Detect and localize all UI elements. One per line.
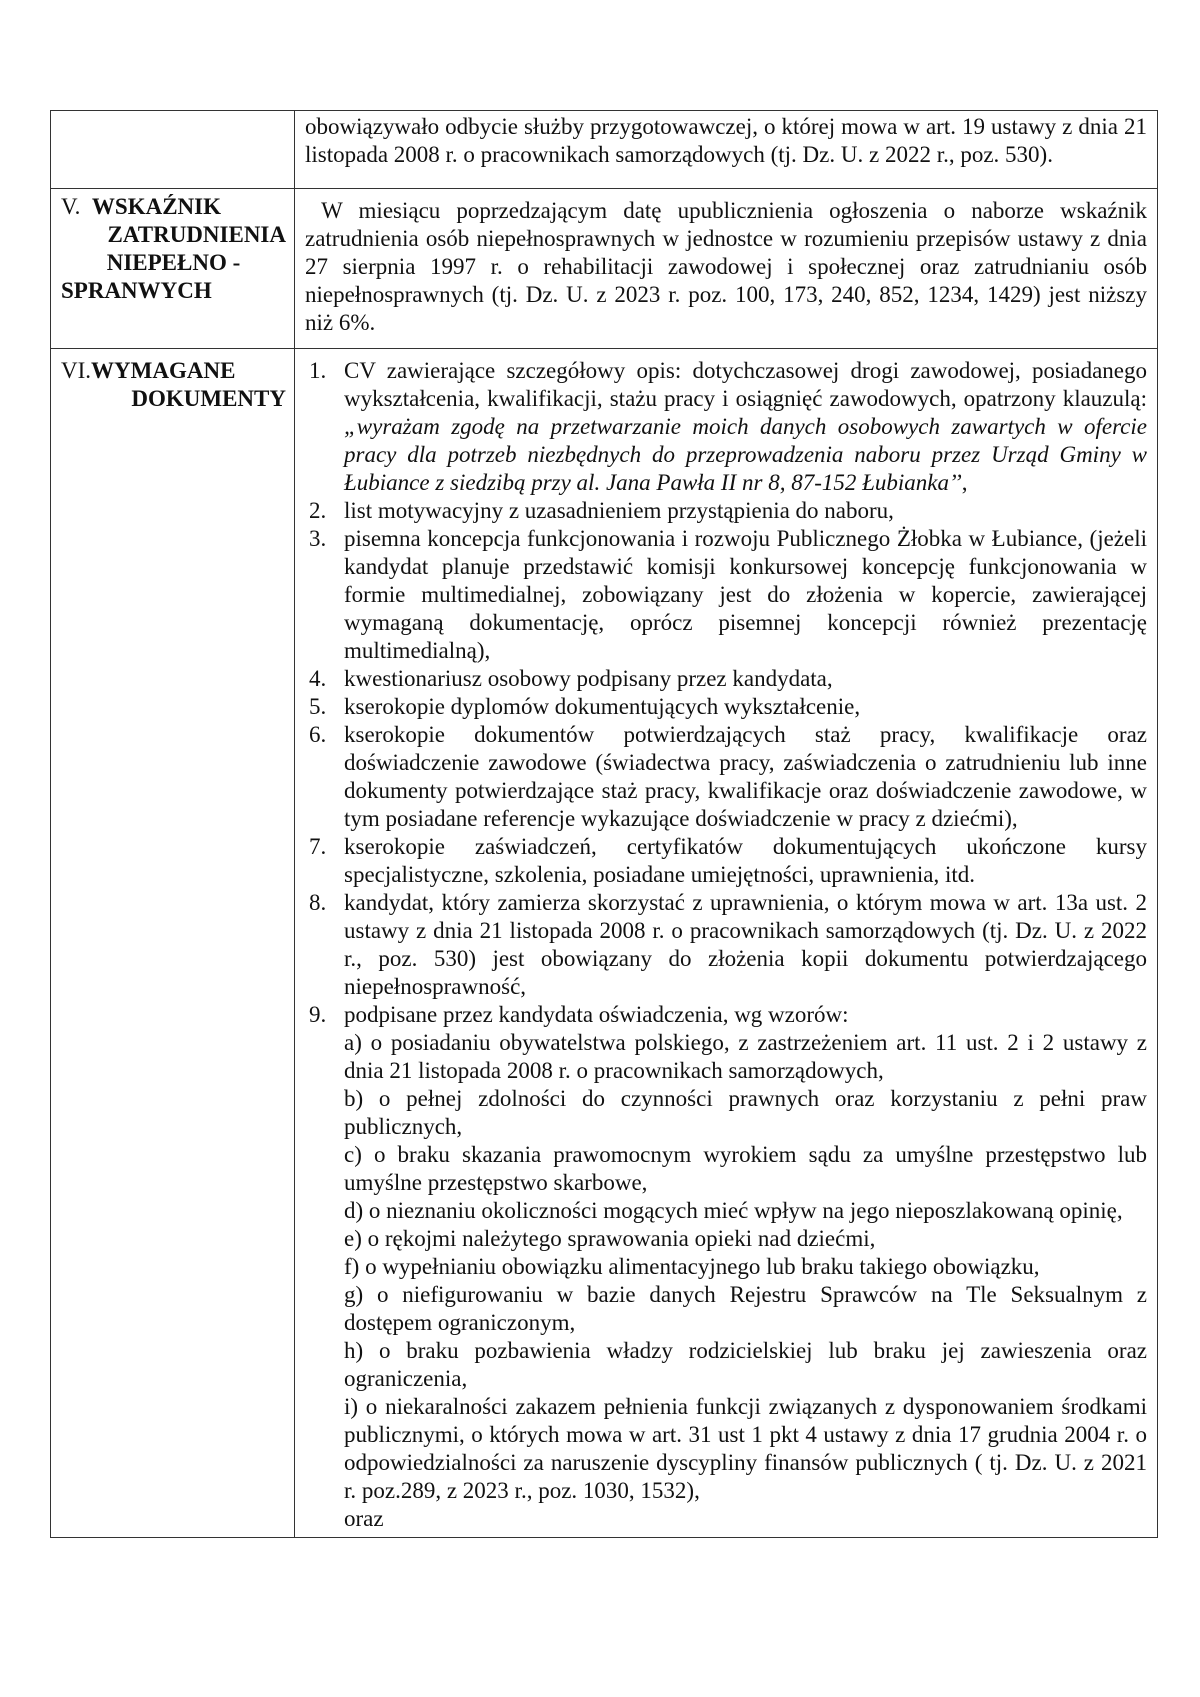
- table-row: [51, 189, 1158, 349]
- declaration-item: i) o niekaralności zakazem pełnienia funkcji związanych z dysponowaniem środkami publicznymi, o których mowa w art. 31 ust 1 pkt 4 ustawy z dnia 17 grudnia 2004 r. o odpowiedzialności za naruszenie dyscypliny finansów publicznych ( tj. Dz. U. z 2021 r. poz.289, z 2023 r., poz. 1030, 1532),: [344, 1394, 1147, 1503]
- table-row: [51, 349, 1158, 1538]
- declaration-item: d) o nieznaniu okoliczności mogących mieć wpływ na jego nieposzlakowaną opinię,: [344, 1198, 1123, 1223]
- declaration-item: e) o rękojmi należytego sprawowania opieki nad dziećmi,: [344, 1226, 876, 1251]
- declaration-item: h) o braku pozbawienia władzy rodzicielskiej lub braku jej zawieszenia oraz ograniczenia,: [344, 1338, 1147, 1391]
- section-v-text: W miesiącu poprzedzającym datę upublicznienia ogłoszenia o naborze wskaźnik zatrudnienia osób niepełnosprawnych w jednostce w rozumieniu przepisów ustawy z dnia 27 sierpnia 1997 r. o rehabilitacji zawodowej i społecznej oraz zatrudnianiu osób niepełnosprawnych (tj. Dz. U. z 2023 r. poz. 100, 173, 240, 852, 1234, 1429) jest niższy niż 6%.: [305, 198, 1147, 335]
- declaration-item: g) o niefigurowaniu w bazie danych Rejestru Sprawców na Tle Seksualnym z dostępem ograniczonym,: [344, 1282, 1147, 1335]
- section-v-title-1: WSKAŹNIK: [91, 194, 221, 219]
- section-v-title-2: ZATRUDNIENIA: [107, 222, 286, 247]
- documents-list: [309, 357, 1147, 1533]
- list-item: 9. podpisane przez kandydata oświadczenia, wg wzorów: a) o posiadaniu obywatelstwa polskiego, z zastrzeżeniem art. 11 ust. 2 i 2 ustawy z dnia 21 listopada 2008 r. o pracownikach samorządowych, b) o pełnej zdolności do czynności prawnych oraz korzystaniu z pełni praw publicznych, c) o braku skazania prawomocnym wyrokiem sądu za umyślne przestępstwo lub umyślne przestępstwo skarbowe, d) o nieznaniu okoliczności mogących mieć wpływ na jego nieposzlakowaną opinię, e) o rękojmi należytego sprawowania opieki nad dziećmi, f) o wypełnianiu obowiązku alimentacyjnego lub braku takiego obowiązku, g) o niefigurowaniu w bazie danych Rejestru Sprawców na Tle Seksualnym z dostępem ograniczonym, h) o braku pozbawienia władzy rodzicielskiej lub braku jej zawieszenia oraz ograniczenia, i) o niekaralności zakazem pełnienia funkcji związanych z dysponowaniem środkami publicznymi, o których mowa w art. 31 ust 1 pkt 4 ustawy z dnia 17 grudnia 2004 r. o odpowiedzialności za naruszenie dyscypliny finansów publicznych ( tj. Dz. U. z 2021 r. poz.289, z 2023 r., poz. 1030, 1532), oraz: [309, 1002, 1147, 1531]
- section-vi-title-1: WYMAGANE: [91, 358, 236, 383]
- list-item: 5. kserokopie dyplomów dokumentujących wykształcenie,: [309, 694, 861, 719]
- list-item: 2. list motywacyjny z uzasadnieniem przystąpienia do naboru,: [309, 498, 894, 523]
- table-row: [51, 111, 1158, 189]
- list-item: 7. kserokopie zaświadczeń, certyfikatów dokumentujących ukończone kursy specjalistyczne, szkolenia, posiadane umiejętności, uprawnienia, itd.: [309, 834, 1147, 887]
- declaration-item: f) o wypełnianiu obowiązku alimentacyjnego lub braku takiego obowiązku,: [344, 1254, 1040, 1279]
- section-vi-number: VI.: [61, 358, 92, 383]
- consent-clause: „wyrażam zgodę na przetwarzanie moich danych osobowych zawartych w ofercie pracy dla potrzeb niezbędnych do przeprowadzenia naboru przez Urząd Gminy w Łubiance z siedzibą przy al. Jana Pawła II nr 8, 87-152 Łubianka’’: [344, 414, 1147, 495]
- section-v-title-4: SPRANWYCH: [61, 278, 212, 303]
- list-item: 1. CV zawierające szczegółowy opis: dotychczasowej drogi zawodowej, posiadanego wykształcenia, kwalifikacji, stażu pracy i osiągnięć zawodowych, opatrzony klauzulą: „wyrażam zgodę na przetwarzanie moich danych osobowych zawartych w ofercie pracy dla potrzeb niezbędnych do przeprowadzenia naboru przez Urząd Gminy w Łubiance z siedzibą przy al. Jana Pawła II nr 8, 87-152 Łubianka’’,: [309, 358, 1147, 495]
- section-vi-label: [51, 349, 295, 1538]
- list-item: 8. kandydat, który zamierza skorzystać z uprawnienia, o którym mowa w art. 13a ust. 2 ustawy z dnia 21 listopada 2008 r. o pracownikach samorządowych (tj. Dz. U. z 2022 r., poz. 530) jest obowiązany do złożenia kopii dokumentu potwierdzającego niepełnosprawność,: [309, 890, 1147, 999]
- closing-word: oraz: [344, 1506, 384, 1531]
- section-v-number: V.: [61, 194, 81, 219]
- declaration-item: a) o posiadaniu obywatelstwa polskiego, z zastrzeżeniem art. 11 ust. 2 i 2 ustawy z dnia 21 listopada 2008 r. o pracownikach samorządowych,: [344, 1030, 1147, 1083]
- list-item: 6. kserokopie dokumentów potwierdzających staż pracy, kwalifikacje oraz doświadczenie zawodowe (świadectwa pracy, zaświadczenia o zatrudnieniu lub inne dokumenty potwierdzające staż pracy, kwalifikacje oraz doświadczenie zawodowe, w tym posiadane referencje wykazujące doświadczenie w pracy z dziećmi),: [309, 722, 1147, 831]
- row1-content: obowiązywało odbycie służby przygotowawczej, o której mowa w art. 19 ustawy z dnia 21 listopada 2008 r. o pracownikach samorządowych (tj. Dz. U. z 2022 r., poz. 530).: [295, 111, 1158, 189]
- section-v-title-3: NIEPEŁNO -: [106, 250, 241, 275]
- declaration-item: b) o pełnej zdolności do czynności prawnych oraz korzystaniu z pełni praw publicznych,: [344, 1086, 1147, 1139]
- list-item: 3. pisemna koncepcja funkcjonowania i rozwoju Publicznego Żłobka w Łubiance, (jeżeli kandydat planuje przedstawić komisji konkursowej koncepcję funkcjonowania w formie multimedialnej, zobowiązany jest do złożenia w kopercie, zawierającej wymaganą dokumentację, oprócz pisemnej koncepcji również prezentację multimedialną),: [309, 526, 1147, 663]
- section-vi-content: [295, 349, 1158, 1538]
- empty-label-cell: [51, 111, 295, 189]
- section-v-label: [51, 189, 295, 349]
- declaration-item: c) o braku skazania prawomocnym wyrokiem sądu za umyślne przestępstwo lub umyślne przestępstwo skarbowe,: [344, 1142, 1147, 1195]
- section-v-content: [295, 189, 1158, 349]
- list-item: 4. kwestionariusz osobowy podpisany przez kandydata,: [309, 666, 833, 691]
- requirements-table: [50, 110, 1158, 1538]
- section-vi-title-2: DOKUMENTY: [131, 386, 286, 411]
